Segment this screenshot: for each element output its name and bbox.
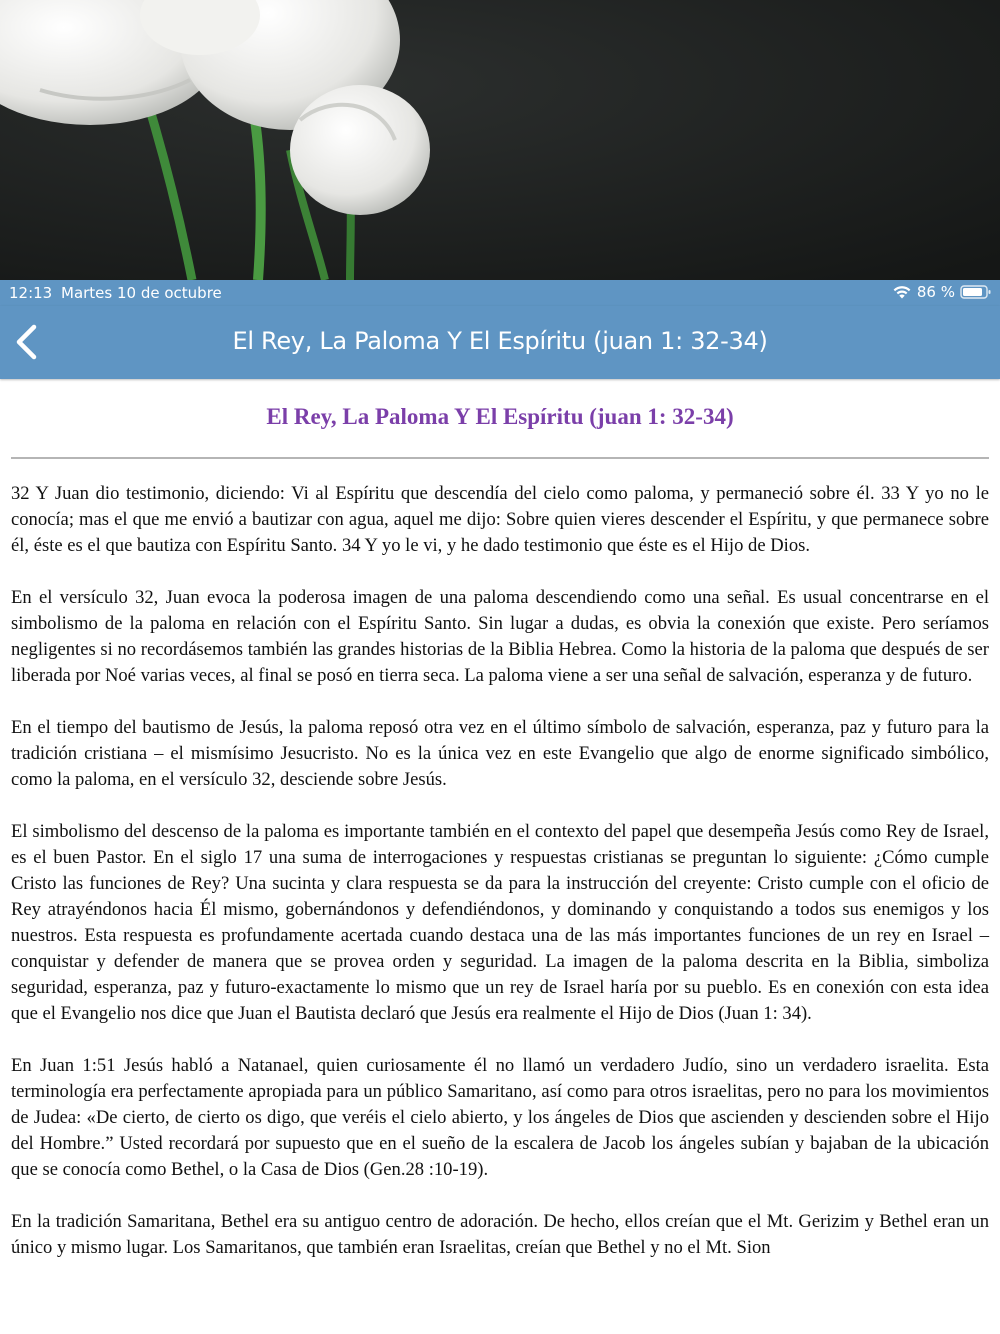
battery-icon [960, 284, 992, 300]
status-bar [0, 280, 1000, 306]
status-indicators [892, 283, 992, 301]
article-paragraph: En Juan 1:51 Jesús habló a Natanael, quien curiosamente él no llamó un verdadero Judío, sino un verdadero israelita. Esta terminología era perfectamente apropiada para un público Samaritano, así como para otros israelitas, pero no para los movimientos de Judea: «De cierto, de cierto os digo, que veréis el cielo abierto, y los ángeles de Dios que ascienden y descienden sobre el Hijo del Hombre.” Usted recordará por supuesto que en el sueño de la escalera de Jacob los ángeles subían y bajaban de la ubicación que se conocía como Bethel, o la Casa de Dios (Gen.28 :10-19). [11, 1055, 989, 1180]
article-body [11, 481, 989, 1287]
article-paragraph: 32 Y Juan dio testimonio, diciendo: Vi al Espíritu que descendía del cielo como paloma, y permaneció sobre él. 33 Y yo no le conocía; mas el que me envió a bautizar con agua, aquel me dijo: Sobre quien vieres descender el Espíritu, y que permanece sobre él, éste es el que bautiza con Espíritu Santo. 34 Y yo le vi, y he dado testimonio que éste es el Hijo de Dios. [11, 483, 989, 556]
nav-title: El Rey, La Paloma Y El Espíritu (juan 1: 32-34) [232, 327, 768, 355]
article-paragraph: En el versículo 32, Juan evoca la poderosa imagen de una paloma descendiendo como una señal. Es usual concentrarse en el simbolismo de la paloma en relación con el Espíritu Santo. Sin lugar a dudas, es obvia la conexión que existe. Pero seríamos negligentes si no recordásemos también las grandes historias de la Biblia Hebrea. Como la historia de la paloma que después de ser liberada por Noé varias veces, al final se posó en tierra seca. La paloma viene a ser una señal de salvación, esperanza y de futuro. [11, 587, 989, 686]
article-title: El Rey, La Paloma Y El Espíritu (juan 1: 32-34) [266, 404, 734, 429]
wifi-icon [892, 284, 912, 300]
battery-percentage: 86 % [916, 283, 955, 301]
status-time: 12:13 [9, 284, 53, 302]
article-paragraph: El simbolismo del descenso de la paloma es importante también en el contexto del papel que desempeña Jesús como Rey de Israel, es el buen Pastor. En el siglo 17 una suma de interrogaciones y respuestas cristianas se preguntan lo siguiente: ¿Cómo cumple Cristo las funciones de Rey? Una sucinta y clara respuesta se da para la instrucción del creyente: Cristo cumple con el oficio de Rey atrayéndonos hacia Él mismo, gobernándonos y defendiéndonos, y dominando y conquistando a todos sus enemigos y los nuestros. Esta respuesta es profundamente acertada cuando destaca una de las más importantes funciones de un rey en Israel –conquistar y defender de manera que se provea orden y seguridad. La imagen de la paloma descrita en la Biblia, simboliza seguridad, esperanza, paz y futuro-exactamente lo mismo que un rey de Israel haría por su pueblo. Es en conexión con esta idea que el Evangelio nos dice que Juan el Bautista declaró que Jesús era realmente el Hijo de Dios (Juan 1: 34). [11, 821, 989, 1024]
article-paragraph: En el tiempo del bautismo de Jesús, la paloma reposó otra vez en el último símbolo de salvación, esperanza, paz y futuro para la tradición cristiana – el mismísimo Jesucristo. No es la única vez en este Evangelio que algo de enorme significado simbólico, como la paloma, en el versículo 32, desciende sobre Jesús. [11, 717, 989, 790]
article-content[interactable] [0, 379, 1000, 1334]
article-paragraph: En la tradición Samaritana, Bethel era su antiguo centro de adoración. De hecho, ellos creían que el Mt. Gerizim y Bethel eran un único y mismo lugar. Los Samaritanos, que también eran Israelitas, creían que Bethel y no el Mt. Sion [11, 1211, 989, 1258]
header-flower-photo [0, 0, 1000, 280]
navigation-bar [0, 306, 1000, 379]
title-divider [11, 457, 989, 459]
status-date: Martes 10 de octubre [61, 284, 222, 302]
